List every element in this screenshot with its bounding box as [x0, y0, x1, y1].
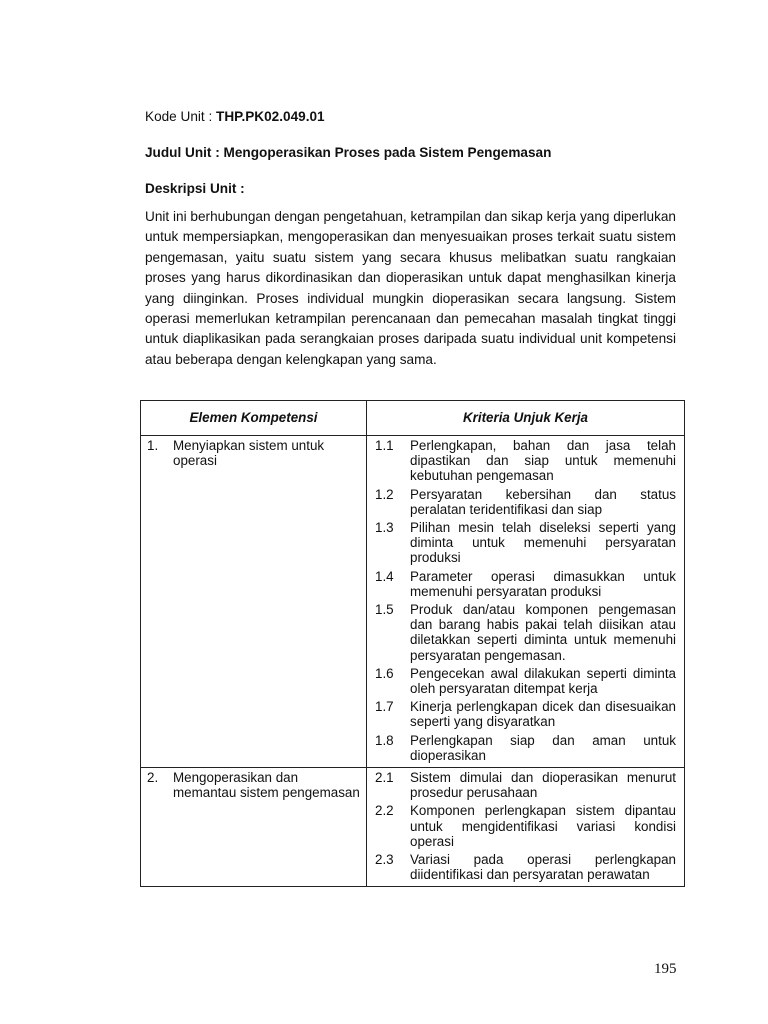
kriteria-text: Pengecekan awal dilakukan seperti diminta oleh persyaratan ditempat kerja: [410, 665, 676, 697]
kriteria-item: [375, 852, 676, 882]
kriteria-number: 1.1: [375, 438, 394, 453]
kode-unit: [145, 108, 325, 126]
kode-unit-value: THP.PK02.049.01: [216, 109, 325, 124]
kriteria-item: [375, 666, 676, 696]
table-row: [141, 768, 685, 887]
table-row: [141, 436, 685, 768]
header-kriteria: Kriteria Unjuk Kerja: [367, 401, 685, 436]
kriteria-cell: [367, 436, 685, 768]
deskripsi-heading: Deskripsi Unit :: [145, 181, 245, 196]
elemen-number: 1.: [147, 438, 159, 453]
kriteria-text: Kinerja perlengkapan dicek dan disesuaikan seperti yang disyaratkan: [410, 699, 676, 730]
kriteria-number: 1.2: [375, 486, 394, 502]
judul-unit: Judul Unit : Mengoperasikan Proses pada Sistem Pengemasan: [145, 145, 552, 160]
kriteria-number: 2.1: [375, 770, 394, 786]
kriteria-item: [375, 733, 676, 763]
kriteria-number: 1.7: [375, 699, 394, 715]
kriteria-text: Sistem dimulai dan dioperasikan menurut prosedur perusahaan: [410, 770, 676, 801]
kriteria-number: 1.4: [375, 568, 394, 584]
kriteria-number: 1.6: [375, 665, 394, 681]
kriteria-number: 1.5: [375, 602, 394, 618]
header-elemen: Elemen Kompetensi: [141, 401, 367, 436]
elemen-cell: [141, 436, 367, 768]
page-number: 195: [654, 961, 677, 977]
kriteria-number: 2.2: [375, 803, 394, 819]
kriteria-item: [375, 487, 676, 517]
kriteria-item: [375, 699, 676, 729]
kriteria-item: [375, 602, 676, 663]
kriteria-text: Parameter operasi dimasukkan untuk memenuhi persyaratan produksi: [410, 568, 676, 599]
kriteria-item: [375, 520, 676, 566]
kriteria-text: Variasi pada operasi perlengkapan diidentifikasi dan persyaratan perawatan: [410, 852, 676, 883]
kriteria-text: Persyaratan kebersihan dan status peralatan teridentifikasi dan siap: [410, 486, 676, 517]
kriteria-cell: [367, 768, 685, 887]
kriteria-text: Komponen perlengkapan sistem dipantau untuk mengidentifikasi variasi kondisi operasi: [410, 803, 676, 849]
kriteria-number: 1.8: [375, 732, 394, 748]
table-header-row: [141, 401, 685, 436]
kriteria-text: Pilihan mesin telah diseleksi seperti yang diminta untuk memenuhi persyaratan produksi: [410, 520, 676, 566]
kriteria-item: [375, 438, 676, 484]
deskripsi-paragraph: Unit ini berhubungan dengan pengetahuan, ketrampilan dan sikap kerja yang diperlukan untuk mempersiapkan, mengoperasikan dan menyesuaikan proses terkait suatu sistem pengemasan, yaitu suatu sistem yang secara khusus melibatkan suatu rangkaian proses yang harus dikordinasikan dan dioperasikan untuk dapat menghasilkan kinerja yang diinginkan. Proses individual mungkin dioperasikan secara langsung. Sistem operasi memerlukan ketrampilan perencanaan dan pemecahan masalah tingkat tinggi untuk diaplikasikan pada serangkaian proses daripada suatu individual unit kompetensi atau beberapa dengan kelengkapan yang sama.: [145, 209, 676, 367]
elemen-number: 2.: [147, 770, 159, 786]
kriteria-item: [375, 770, 676, 800]
kriteria-text: Perlengkapan, bahan dan jasa telah dipastikan dan siap untuk memenuhi kebutuhan pengemasan: [410, 438, 676, 484]
kode-unit-label: Kode Unit :: [145, 109, 217, 124]
kriteria-text: Produk dan/atau komponen pengemasan dan barang habis pakai telah diisikan atau diletakkan seperti diminta untuk memenuhi persyaratan pengemasan.: [410, 602, 676, 663]
kriteria-item: [375, 803, 676, 849]
kriteria-item: [375, 569, 676, 599]
elemen-cell: [141, 768, 367, 887]
elemen-text: Mengoperasikan dan memantau sistem pengemasan: [173, 770, 360, 801]
kriteria-text: Perlengkapan siap dan aman untuk dioperasikan: [410, 732, 676, 763]
elemen-text: Menyiapkan sistem untuk operasi: [173, 438, 325, 469]
competency-table: [140, 400, 685, 887]
kriteria-number: 1.3: [375, 520, 394, 536]
kriteria-number: 2.3: [375, 852, 394, 868]
